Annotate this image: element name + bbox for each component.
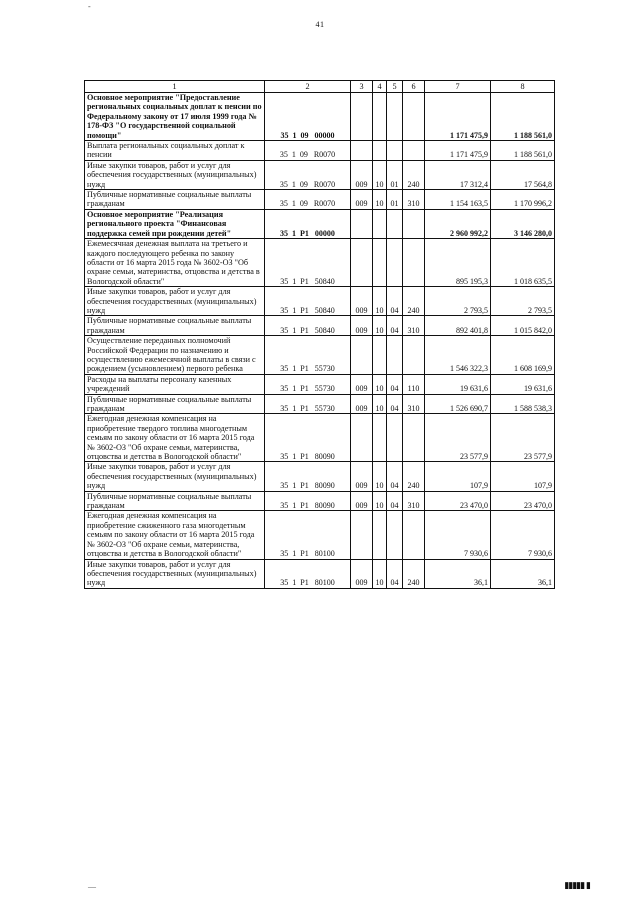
row-code-cell: 35 1 09 R0070 xyxy=(265,190,351,210)
row-type-cell: 310 xyxy=(403,394,425,414)
row-value-1-cell: 36,1 xyxy=(425,559,491,588)
row-type-cell xyxy=(403,141,425,161)
row-agency-cell: 009 xyxy=(351,316,373,336)
row-type-cell xyxy=(403,209,425,238)
row-value-2-cell: 36,1 xyxy=(491,559,555,588)
row-code-cell: 35 1 P1 80090 xyxy=(265,462,351,491)
row-agency-cell xyxy=(351,141,373,161)
row-section-cell xyxy=(373,93,387,141)
row-section-cell: 10 xyxy=(373,462,387,491)
footer-barcode: ▮▮▮▮▮ ▮ xyxy=(564,881,590,891)
row-type-cell: 240 xyxy=(403,559,425,588)
header-cell-3: 3 xyxy=(351,81,373,93)
row-value-2-cell: 1 608 169,9 xyxy=(491,336,555,375)
row-value-1-cell: 17 312,4 xyxy=(425,160,491,189)
row-subsection-cell: 04 xyxy=(387,287,403,316)
row-name-cell: Ежемесячная денежная выплата на третьего и каждого последующего ребенка по закону области от 16 марта 2015 года № 3602-ОЗ "Об охране семьи, материнства, отцовства и детства в Вологодской области" xyxy=(85,239,265,287)
row-type-cell: 240 xyxy=(403,160,425,189)
row-code-cell: 35 1 P1 80090 xyxy=(265,491,351,511)
row-code-cell: 35 1 09 R0070 xyxy=(265,141,351,161)
row-value-1-cell: 23 470,0 xyxy=(425,491,491,511)
row-agency-cell xyxy=(351,511,373,559)
row-subsection-cell xyxy=(387,336,403,375)
row-agency-cell xyxy=(351,93,373,141)
row-value-1-cell: 23 577,9 xyxy=(425,414,491,462)
row-agency-cell: 009 xyxy=(351,374,373,394)
table-row xyxy=(85,160,555,189)
row-name-cell: Иные закупки товаров, работ и услуг для обеспечения государственных (муниципальных) нужд xyxy=(85,462,265,491)
row-subsection-cell: 04 xyxy=(387,491,403,511)
row-type-cell xyxy=(403,511,425,559)
row-value-1-cell: 1 171 475,9 xyxy=(425,141,491,161)
row-section-cell: 10 xyxy=(373,190,387,210)
row-subsection-cell: 01 xyxy=(387,190,403,210)
row-agency-cell xyxy=(351,209,373,238)
row-value-1-cell: 1 546 322,3 xyxy=(425,336,491,375)
row-value-2-cell: 1 015 842,0 xyxy=(491,316,555,336)
row-code-cell: 35 1 P1 55730 xyxy=(265,374,351,394)
row-subsection-cell xyxy=(387,93,403,141)
row-section-cell: 10 xyxy=(373,374,387,394)
table-row xyxy=(85,414,555,462)
row-code-cell: 35 1 P1 55730 xyxy=(265,394,351,414)
row-name-cell: Иные закупки товаров, работ и услуг для обеспечения государственных (муниципальных) нужд xyxy=(85,287,265,316)
row-type-cell xyxy=(403,93,425,141)
row-code-cell: 35 1 09 00000 xyxy=(265,93,351,141)
row-type-cell xyxy=(403,336,425,375)
row-value-2-cell: 1 170 996,2 xyxy=(491,190,555,210)
row-value-1-cell: 1 154 163,5 xyxy=(425,190,491,210)
row-code-cell: 35 1 P1 50840 xyxy=(265,316,351,336)
table-row xyxy=(85,239,555,287)
table-row xyxy=(85,190,555,210)
row-agency-cell xyxy=(351,239,373,287)
row-value-1-cell: 2 960 992,2 xyxy=(425,209,491,238)
row-value-2-cell: 23 577,9 xyxy=(491,414,555,462)
row-type-cell xyxy=(403,414,425,462)
row-subsection-cell: 01 xyxy=(387,160,403,189)
row-subsection-cell xyxy=(387,511,403,559)
row-name-cell: Расходы на выплаты персоналу казенных учреждений xyxy=(85,374,265,394)
row-value-1-cell: 107,9 xyxy=(425,462,491,491)
row-code-cell: 35 1 P1 55730 xyxy=(265,336,351,375)
table-row xyxy=(85,336,555,375)
row-code-cell: 35 1 P1 50840 xyxy=(265,239,351,287)
row-name-cell: Публичные нормативные социальные выплаты гражданам xyxy=(85,316,265,336)
row-value-1-cell: 1 526 690,7 xyxy=(425,394,491,414)
table-row xyxy=(85,209,555,238)
row-subsection-cell: 04 xyxy=(387,316,403,336)
footer-dash: — xyxy=(88,882,96,891)
header-cell-5: 5 xyxy=(387,81,403,93)
row-value-2-cell: 1 188 561,0 xyxy=(491,93,555,141)
page-number: 41 xyxy=(315,20,325,29)
row-section-cell xyxy=(373,141,387,161)
corner-mark: - xyxy=(88,2,91,11)
row-value-2-cell: 19 631,6 xyxy=(491,374,555,394)
table-row xyxy=(85,491,555,511)
row-name-cell: Ежегодная денежная компенсация на приобретение сжиженного газа многодетным семьям по закону области от 16 марта 2015 года № 3602-ОЗ "Об охране семьи, материнства, отцовства и детства в Вологодской области" xyxy=(85,511,265,559)
table-row xyxy=(85,316,555,336)
row-agency-cell xyxy=(351,414,373,462)
table-row xyxy=(85,141,555,161)
row-type-cell xyxy=(403,239,425,287)
row-name-cell: Основное мероприятие "Реализация регионального проекта "Финансовая поддержка семей при рождении детей" xyxy=(85,209,265,238)
row-section-cell: 10 xyxy=(373,559,387,588)
row-name-cell: Основное мероприятие "Предоставление региональных социальных доплат к пенсии по Федеральному закону от 17 июля 1999 года № 178-ФЗ "О государственной социальной помощи" xyxy=(85,93,265,141)
row-code-cell: 35 1 P1 80100 xyxy=(265,511,351,559)
header-row xyxy=(85,81,555,93)
row-name-cell: Выплата региональных социальных доплат к пенсии xyxy=(85,141,265,161)
row-section-cell: 10 xyxy=(373,287,387,316)
row-section-cell: 10 xyxy=(373,491,387,511)
row-name-cell: Публичные нормативные социальные выплаты гражданам xyxy=(85,394,265,414)
table-row xyxy=(85,511,555,559)
header-cell-6: 6 xyxy=(403,81,425,93)
row-name-cell: Иные закупки товаров, работ и услуг для обеспечения государственных (муниципальных) нужд xyxy=(85,559,265,588)
row-agency-cell: 009 xyxy=(351,559,373,588)
row-name-cell: Публичные нормативные социальные выплаты гражданам xyxy=(85,190,265,210)
row-type-cell: 110 xyxy=(403,374,425,394)
row-name-cell: Иные закупки товаров, работ и услуг для обеспечения государственных (муниципальных) нужд xyxy=(85,160,265,189)
table-row xyxy=(85,374,555,394)
row-value-1-cell: 1 171 475,9 xyxy=(425,93,491,141)
row-name-cell: Ежегодная денежная компенсация на приобретение твердого топлива многодетным семьям по закону области от 16 марта 2015 года № 3602-ОЗ "Об охране семьи, материнства, отцовства и детства в Вологодской области" xyxy=(85,414,265,462)
row-value-1-cell: 2 793,5 xyxy=(425,287,491,316)
header-cell-7: 7 xyxy=(425,81,491,93)
row-agency-cell: 009 xyxy=(351,394,373,414)
row-section-cell xyxy=(373,209,387,238)
row-name-cell: Осуществление переданных полномочий Российской Федерации по назначению и осуществлению ежемесячной выплаты в связи с рождением (усыновлением) первого ребенка xyxy=(85,336,265,375)
row-value-2-cell: 7 930,6 xyxy=(491,511,555,559)
row-agency-cell: 009 xyxy=(351,287,373,316)
row-type-cell: 310 xyxy=(403,491,425,511)
header-cell-2: 2 xyxy=(265,81,351,93)
row-value-2-cell: 2 793,5 xyxy=(491,287,555,316)
budget-table xyxy=(84,80,555,589)
header-cell-4: 4 xyxy=(373,81,387,93)
row-name-cell: Публичные нормативные социальные выплаты гражданам xyxy=(85,491,265,511)
row-section-cell xyxy=(373,239,387,287)
row-section-cell: 10 xyxy=(373,394,387,414)
row-value-1-cell: 7 930,6 xyxy=(425,511,491,559)
row-value-2-cell: 23 470,0 xyxy=(491,491,555,511)
row-subsection-cell: 04 xyxy=(387,559,403,588)
table-body xyxy=(85,93,555,589)
row-subsection-cell xyxy=(387,239,403,287)
row-value-2-cell: 17 564,8 xyxy=(491,160,555,189)
row-type-cell: 240 xyxy=(403,287,425,316)
row-subsection-cell xyxy=(387,141,403,161)
row-subsection-cell: 04 xyxy=(387,394,403,414)
row-section-cell xyxy=(373,414,387,462)
row-subsection-cell xyxy=(387,209,403,238)
table-row xyxy=(85,394,555,414)
row-value-1-cell: 19 631,6 xyxy=(425,374,491,394)
row-type-cell: 310 xyxy=(403,190,425,210)
row-value-1-cell: 892 401,8 xyxy=(425,316,491,336)
header-cell-8: 8 xyxy=(491,81,555,93)
row-value-2-cell: 3 146 280,0 xyxy=(491,209,555,238)
row-agency-cell: 009 xyxy=(351,462,373,491)
row-type-cell: 240 xyxy=(403,462,425,491)
row-subsection-cell: 04 xyxy=(387,462,403,491)
row-value-2-cell: 1 018 635,5 xyxy=(491,239,555,287)
row-value-2-cell: 1 188 561,0 xyxy=(491,141,555,161)
row-agency-cell xyxy=(351,336,373,375)
row-code-cell: 35 1 P1 00000 xyxy=(265,209,351,238)
row-code-cell: 35 1 P1 50840 xyxy=(265,287,351,316)
row-section-cell: 10 xyxy=(373,316,387,336)
row-section-cell xyxy=(373,511,387,559)
row-code-cell: 35 1 P1 80100 xyxy=(265,559,351,588)
row-value-2-cell: 107,9 xyxy=(491,462,555,491)
row-agency-cell: 009 xyxy=(351,491,373,511)
row-section-cell xyxy=(373,336,387,375)
row-type-cell: 310 xyxy=(403,316,425,336)
table-row xyxy=(85,287,555,316)
row-subsection-cell: 04 xyxy=(387,374,403,394)
row-code-cell: 35 1 P1 80090 xyxy=(265,414,351,462)
row-subsection-cell xyxy=(387,414,403,462)
row-code-cell: 35 1 09 R0070 xyxy=(265,160,351,189)
row-agency-cell: 009 xyxy=(351,190,373,210)
row-agency-cell: 009 xyxy=(351,160,373,189)
row-value-2-cell: 1 588 538,3 xyxy=(491,394,555,414)
row-value-1-cell: 895 195,3 xyxy=(425,239,491,287)
header-cell-1: 1 xyxy=(85,81,265,93)
table-row xyxy=(85,462,555,491)
table-row xyxy=(85,93,555,141)
row-section-cell: 10 xyxy=(373,160,387,189)
table-row xyxy=(85,559,555,588)
